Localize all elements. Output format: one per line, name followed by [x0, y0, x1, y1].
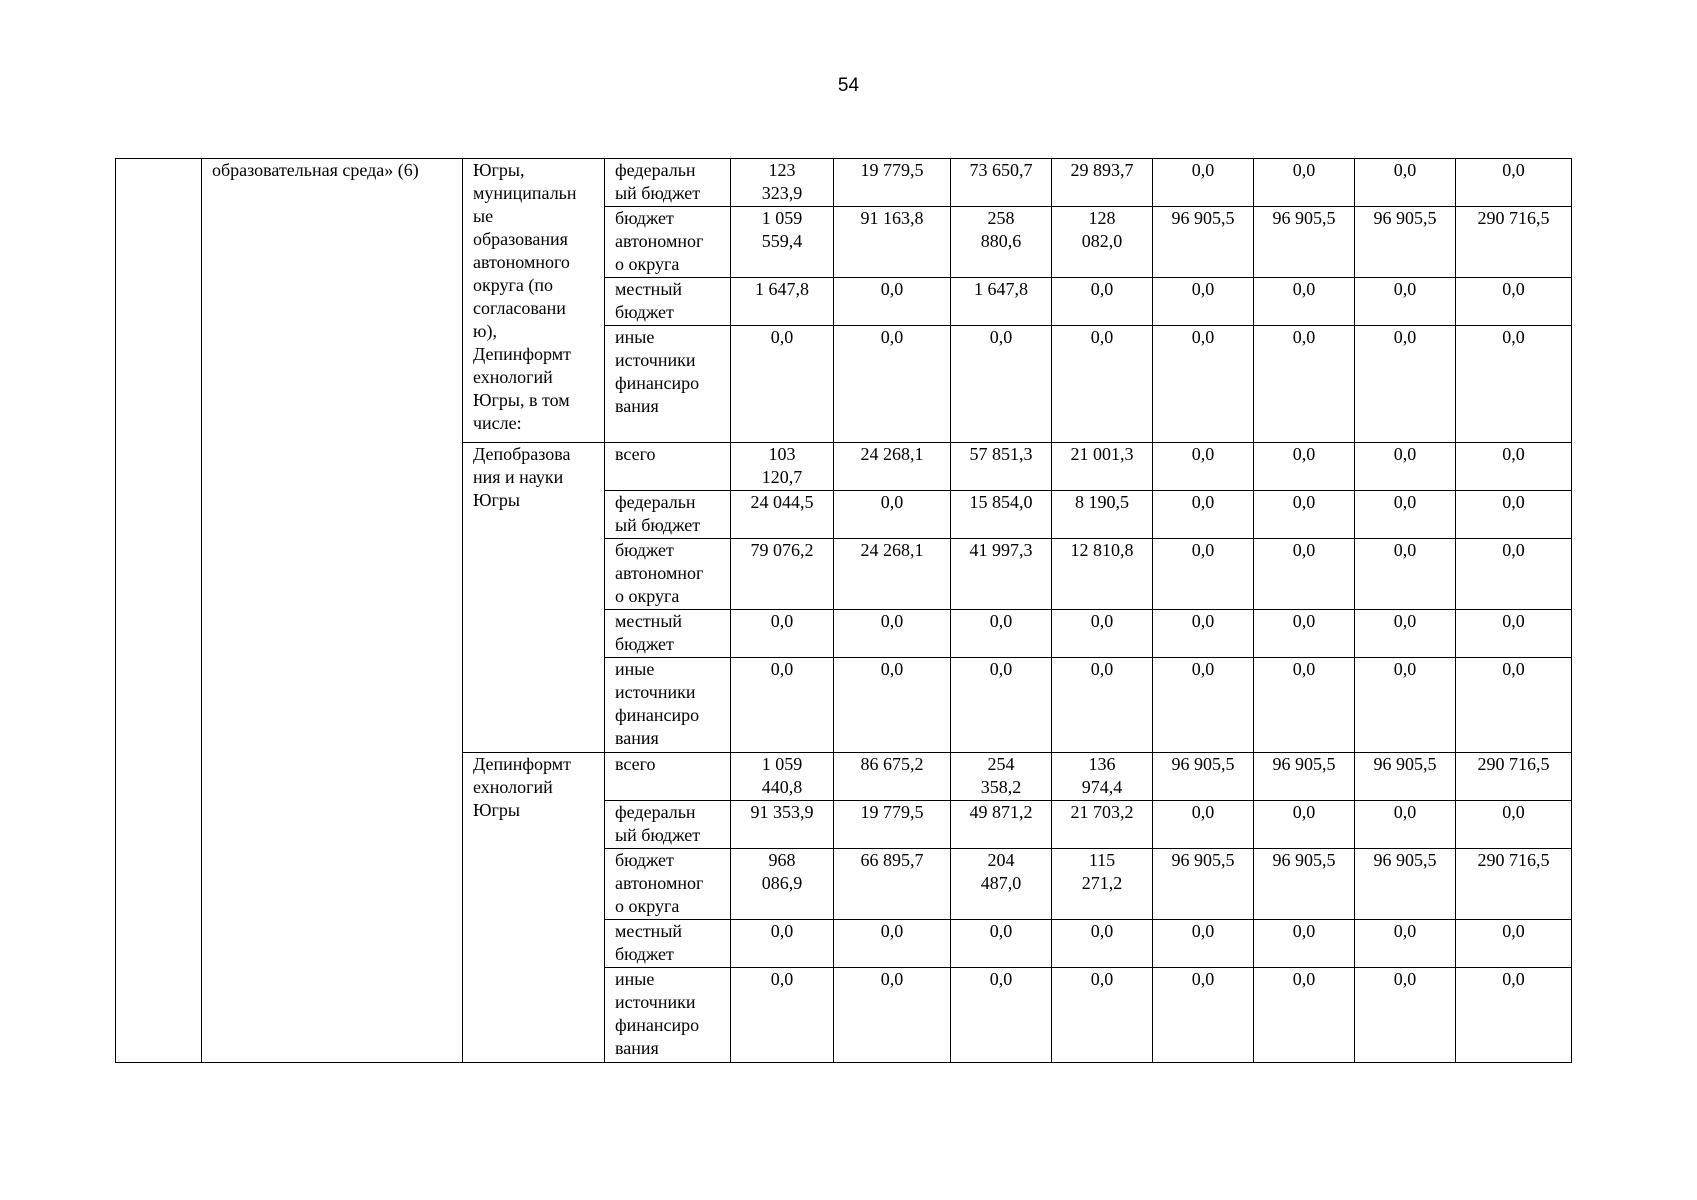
- amount-cell: 24 268,1: [834, 539, 951, 610]
- funding-source-cell: всего: [605, 753, 731, 801]
- amount-cell: 0,0: [731, 968, 834, 1063]
- amount-cell: 12 810,8: [1052, 539, 1153, 610]
- amount-cell: 0,0: [951, 610, 1052, 658]
- amount-cell: 0,0: [1153, 443, 1254, 491]
- amount-cell: 0,0: [1254, 968, 1355, 1063]
- amount-cell: 0,0: [1355, 610, 1456, 658]
- amount-cell: 96 905,5: [1254, 849, 1355, 920]
- amount-cell: 86 675,2: [834, 753, 951, 801]
- amount-cell: 0,0: [1254, 278, 1355, 326]
- funding-source-cell: федеральн ый бюджет: [605, 159, 731, 207]
- amount-cell: 21 001,3: [1052, 443, 1153, 491]
- amount-cell: 0,0: [1254, 491, 1355, 539]
- amount-cell: 49 871,2: [951, 801, 1052, 849]
- responsible-cell: Депинформт ехнологий Югры: [463, 753, 605, 1063]
- amount-cell: 128 082,0: [1052, 207, 1153, 278]
- amount-cell: 0,0: [1254, 539, 1355, 610]
- amount-cell: 73 650,7: [951, 159, 1052, 207]
- funding-source-cell: местный бюджет: [605, 610, 731, 658]
- amount-cell: 1 647,8: [731, 278, 834, 326]
- funding-source-cell: иные источники финансиро вания: [605, 658, 731, 753]
- responsible-cell: Депобразова ния и науки Югры: [463, 443, 605, 753]
- amount-cell: 0,0: [1153, 278, 1254, 326]
- amount-cell: 24 268,1: [834, 443, 951, 491]
- amount-cell: 0,0: [1456, 443, 1572, 491]
- amount-cell: 24 044,5: [731, 491, 834, 539]
- amount-cell: 0,0: [834, 491, 951, 539]
- amount-cell: 0,0: [1153, 801, 1254, 849]
- amount-cell: 0,0: [834, 278, 951, 326]
- funding-source-cell: бюджет автономног о округа: [605, 849, 731, 920]
- amount-cell: 96 905,5: [1153, 849, 1254, 920]
- amount-cell: 0,0: [1052, 920, 1153, 968]
- amount-cell: 0,0: [951, 326, 1052, 443]
- amount-cell: 290 716,5: [1456, 849, 1572, 920]
- amount-cell: 8 190,5: [1052, 491, 1153, 539]
- amount-cell: 0,0: [731, 658, 834, 753]
- amount-cell: 29 893,7: [1052, 159, 1153, 207]
- amount-cell: 0,0: [1355, 920, 1456, 968]
- funding-source-cell: бюджет автономног о округа: [605, 207, 731, 278]
- funding-source-cell: бюджет автономног о округа: [605, 539, 731, 610]
- amount-cell: 0,0: [1355, 278, 1456, 326]
- amount-cell: 258 880,6: [951, 207, 1052, 278]
- amount-cell: 0,0: [1153, 326, 1254, 443]
- amount-cell: 0,0: [1456, 801, 1572, 849]
- amount-cell: 0,0: [834, 658, 951, 753]
- amount-cell: 0,0: [1456, 491, 1572, 539]
- amount-cell: 0,0: [1355, 658, 1456, 753]
- amount-cell: 96 905,5: [1355, 753, 1456, 801]
- amount-cell: 0,0: [1456, 159, 1572, 207]
- amount-cell: 115 271,2: [1052, 849, 1153, 920]
- amount-cell: 123 323,9: [731, 159, 834, 207]
- amount-cell: 136 974,4: [1052, 753, 1153, 801]
- amount-cell: 96 905,5: [1355, 207, 1456, 278]
- amount-cell: 96 905,5: [1254, 753, 1355, 801]
- amount-cell: 21 703,2: [1052, 801, 1153, 849]
- amount-cell: 0,0: [1153, 658, 1254, 753]
- amount-cell: 79 076,2: [731, 539, 834, 610]
- amount-cell: 91 163,8: [834, 207, 951, 278]
- amount-cell: 103 120,7: [731, 443, 834, 491]
- amount-cell: 0,0: [1052, 658, 1153, 753]
- funding-source-cell: иные источники финансиро вания: [605, 326, 731, 443]
- amount-cell: 0,0: [1355, 491, 1456, 539]
- number-cell: [116, 159, 202, 1063]
- amount-cell: 0,0: [1153, 491, 1254, 539]
- amount-cell: 0,0: [1456, 610, 1572, 658]
- amount-cell: 0,0: [1052, 278, 1153, 326]
- amount-cell: 0,0: [1254, 920, 1355, 968]
- amount-cell: 0,0: [1456, 539, 1572, 610]
- financing-table: [115, 158, 1572, 1063]
- funding-source-cell: местный бюджет: [605, 920, 731, 968]
- funding-source-cell: федеральн ый бюджет: [605, 801, 731, 849]
- amount-cell: 1 059 440,8: [731, 753, 834, 801]
- amount-cell: 0,0: [731, 920, 834, 968]
- amount-cell: 0,0: [834, 610, 951, 658]
- amount-cell: 0,0: [1456, 658, 1572, 753]
- amount-cell: 0,0: [834, 920, 951, 968]
- funding-source-cell: иные источники финансиро вания: [605, 968, 731, 1063]
- amount-cell: 0,0: [1254, 326, 1355, 443]
- amount-cell: 0,0: [1052, 326, 1153, 443]
- amount-cell: 254 358,2: [951, 753, 1052, 801]
- amount-cell: 0,0: [1153, 968, 1254, 1063]
- amount-cell: 0,0: [1153, 920, 1254, 968]
- amount-cell: 0,0: [1052, 610, 1153, 658]
- funding-source-cell: местный бюджет: [605, 278, 731, 326]
- amount-cell: 968 086,9: [731, 849, 834, 920]
- amount-cell: 0,0: [1355, 968, 1456, 1063]
- amount-cell: 0,0: [1153, 610, 1254, 658]
- amount-cell: 0,0: [1254, 610, 1355, 658]
- amount-cell: 0,0: [1456, 920, 1572, 968]
- amount-cell: 0,0: [834, 326, 951, 443]
- amount-cell: 0,0: [1052, 968, 1153, 1063]
- page-number: 54: [837, 75, 860, 96]
- amount-cell: 0,0: [834, 968, 951, 1063]
- table-row: [116, 159, 1572, 207]
- amount-cell: 96 905,5: [1355, 849, 1456, 920]
- amount-cell: 290 716,5: [1456, 753, 1572, 801]
- amount-cell: 1 059 559,4: [731, 207, 834, 278]
- amount-cell: 0,0: [1355, 326, 1456, 443]
- amount-cell: 0,0: [1254, 443, 1355, 491]
- amount-cell: 0,0: [1456, 326, 1572, 443]
- amount-cell: 0,0: [1254, 658, 1355, 753]
- amount-cell: 57 851,3: [951, 443, 1052, 491]
- amount-cell: 66 895,7: [834, 849, 951, 920]
- amount-cell: 0,0: [1355, 801, 1456, 849]
- amount-cell: 96 905,5: [1153, 207, 1254, 278]
- funding-source-cell: всего: [605, 443, 731, 491]
- amount-cell: 19 779,5: [834, 801, 951, 849]
- amount-cell: 0,0: [1355, 159, 1456, 207]
- amount-cell: 0,0: [951, 920, 1052, 968]
- amount-cell: 0,0: [1456, 968, 1572, 1063]
- amount-cell: 0,0: [1153, 539, 1254, 610]
- amount-cell: 19 779,5: [834, 159, 951, 207]
- amount-cell: 96 905,5: [1254, 207, 1355, 278]
- amount-cell: 0,0: [1355, 443, 1456, 491]
- amount-cell: 204 487,0: [951, 849, 1052, 920]
- amount-cell: 0,0: [731, 326, 834, 443]
- responsible-cell: Югры, муниципальн ые образования автономного округа (по согласовани ю), Депинформт ехнологий Югры, в том числе:: [463, 159, 605, 443]
- amount-cell: 0,0: [1153, 159, 1254, 207]
- amount-cell: 41 997,3: [951, 539, 1052, 610]
- amount-cell: 0,0: [1254, 159, 1355, 207]
- program-name-cell: образовательная среда» (6): [202, 159, 463, 1063]
- amount-cell: 0,0: [1355, 539, 1456, 610]
- amount-cell: 0,0: [951, 968, 1052, 1063]
- amount-cell: 0,0: [1254, 801, 1355, 849]
- amount-cell: 91 353,9: [731, 801, 834, 849]
- amount-cell: 15 854,0: [951, 491, 1052, 539]
- funding-source-cell: федеральн ый бюджет: [605, 491, 731, 539]
- amount-cell: 0,0: [951, 658, 1052, 753]
- amount-cell: 290 716,5: [1456, 207, 1572, 278]
- amount-cell: 96 905,5: [1153, 753, 1254, 801]
- amount-cell: 0,0: [731, 610, 834, 658]
- amount-cell: 1 647,8: [951, 278, 1052, 326]
- amount-cell: 0,0: [1456, 278, 1572, 326]
